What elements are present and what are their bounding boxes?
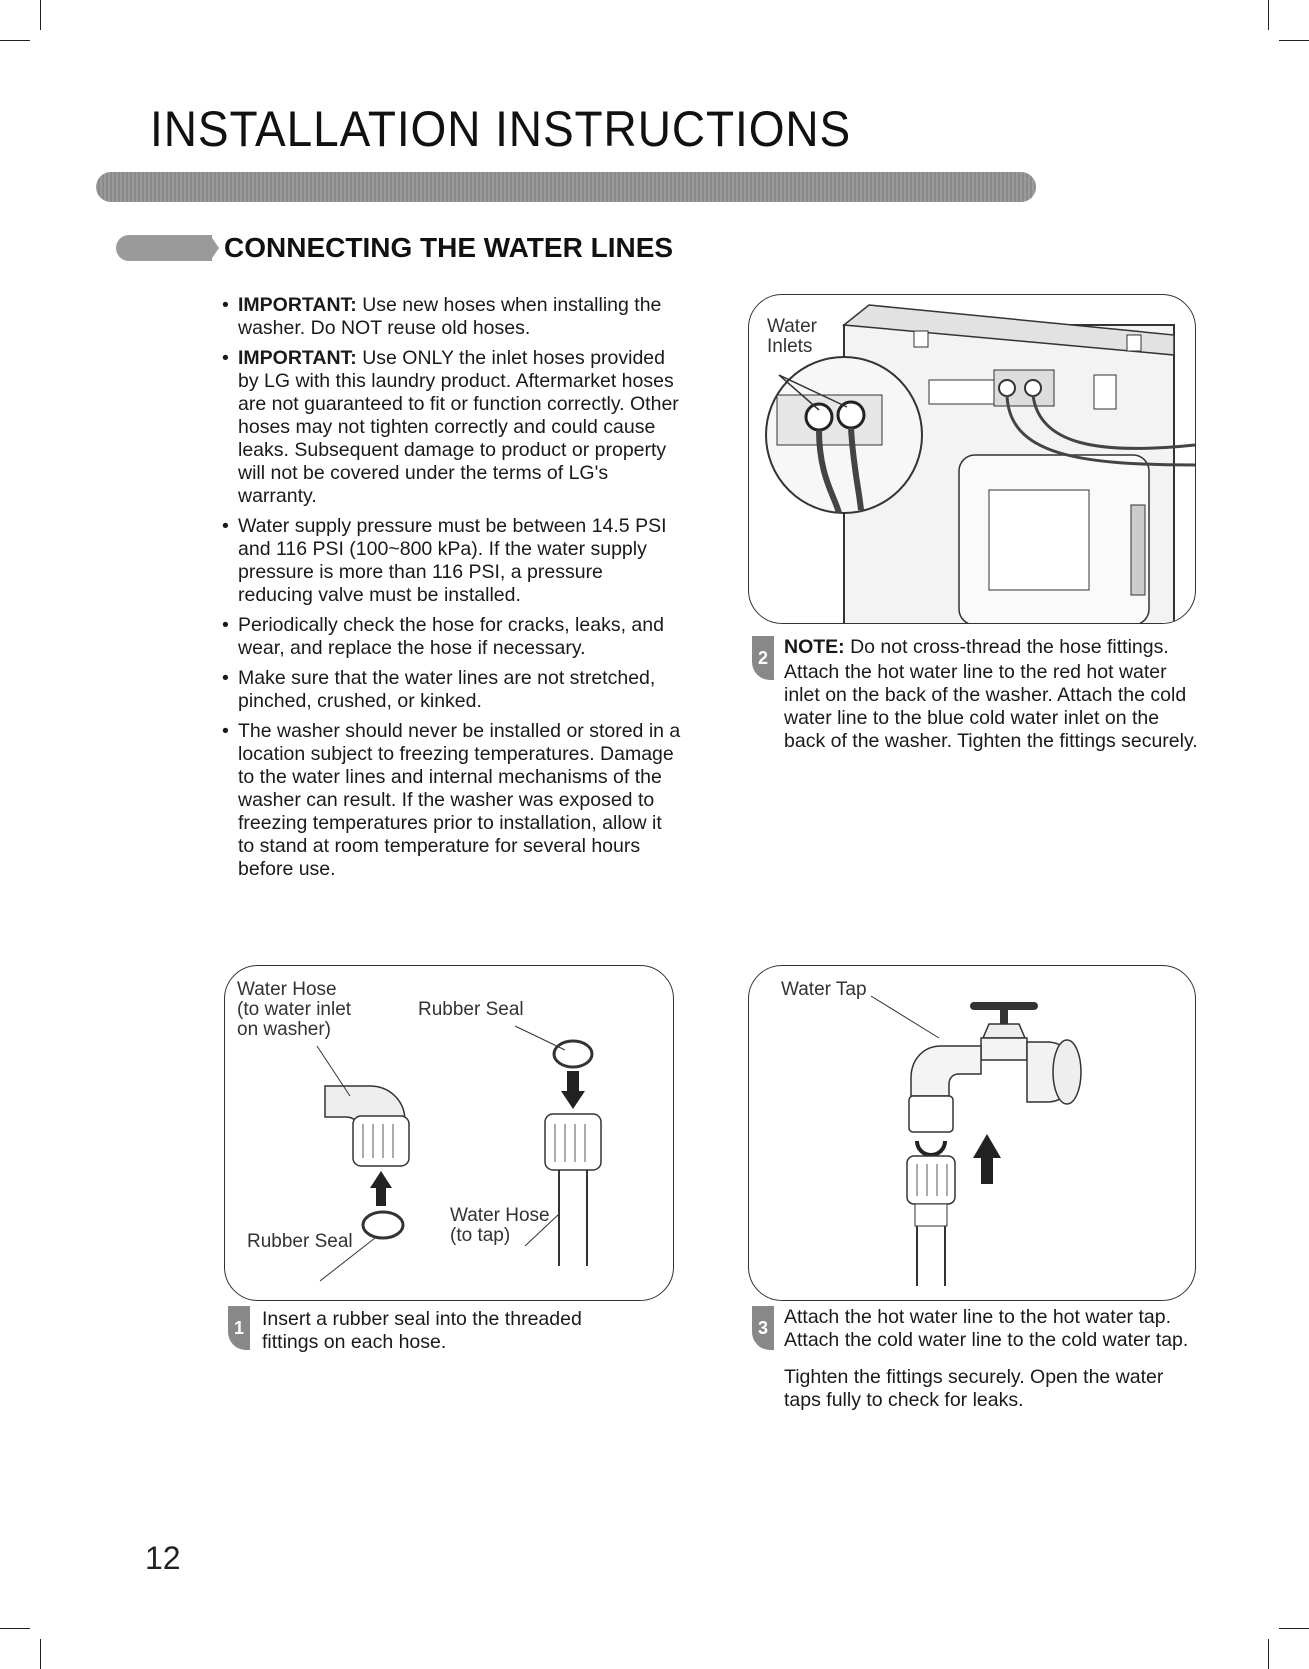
step-3-text bbox=[784, 1306, 1194, 1412]
step-2-body: Attach the hot water line to the red hot water inlet on the back of the washer. Attach the cold water line to the blue cold water inlet on the back of the washer. Tighten the fittings securely. bbox=[784, 661, 1198, 752]
important-label: IMPORTANT: bbox=[238, 347, 357, 369]
list-item-text: Make sure that the water lines are not stretched, pinched, crushed, or kinked. bbox=[238, 667, 656, 712]
page-title: INSTALLATION INSTRUCTIONS bbox=[150, 101, 852, 157]
label-line: Water bbox=[767, 316, 817, 337]
list-item bbox=[222, 515, 682, 607]
label-line: Water Hose bbox=[450, 1205, 550, 1226]
section-marker-tip bbox=[210, 235, 219, 261]
crop-mark bbox=[1279, 1628, 1309, 1629]
list-item-text: Use ONLY the inlet hoses provided by LG with this laundry product. Aftermarket hoses are not guaranteed to fit or function correctly. Other hoses may not tighten correctly and could cause leaks. Subsequent damage to product or property will not be covered under the terms of LG's warranty. bbox=[238, 347, 679, 507]
list-item bbox=[222, 294, 682, 340]
crop-mark bbox=[1268, 1639, 1269, 1669]
step-3-body-2: Tighten the fittings securely. Open the water taps fully to check for leaks. bbox=[784, 1366, 1164, 1411]
label-line: (to tap) bbox=[450, 1225, 511, 1246]
title-underline-bar bbox=[96, 172, 1036, 202]
water-hose-inlet-label bbox=[237, 980, 351, 1040]
section-heading: CONNECTING THE WATER LINES bbox=[224, 232, 674, 263]
label-line: on washer) bbox=[237, 1019, 331, 1040]
list-item-text: Water supply pressure must be between 14.5 PSI and 116 PSI (100~800 kPa). If the water supply pressure is more than 116 PSI, a pressure reducing valve must be installed. bbox=[238, 515, 667, 606]
crop-mark bbox=[40, 0, 41, 30]
section-marker bbox=[116, 235, 212, 261]
label-line: (to water inlet bbox=[237, 999, 352, 1020]
step-number-badge: 3 bbox=[752, 1306, 774, 1350]
water-inlets-figure bbox=[748, 294, 1196, 624]
bullet-dot: • bbox=[222, 515, 229, 537]
list-item bbox=[222, 347, 682, 508]
bullet-dot: • bbox=[222, 294, 229, 316]
step-number-badge: 2 bbox=[752, 636, 774, 680]
label-line: Inlets bbox=[767, 336, 813, 357]
rubber-seal-figure bbox=[224, 965, 674, 1301]
note-label: NOTE: bbox=[784, 636, 845, 658]
bullet-dot: • bbox=[222, 667, 229, 689]
crop-mark bbox=[0, 40, 30, 41]
important-label: IMPORTANT: bbox=[238, 294, 357, 316]
bullet-dot: • bbox=[222, 720, 229, 742]
crop-mark bbox=[0, 1628, 30, 1629]
list-item bbox=[222, 667, 682, 713]
note-text: Do not cross-thread the hose fittings. bbox=[844, 636, 1169, 658]
label-line: Water Hose bbox=[237, 979, 337, 1000]
water-inlets-label bbox=[767, 317, 817, 357]
list-item-text: Periodically check the hose for cracks, leaks, and wear, and replace the hose if necessary. bbox=[238, 614, 664, 659]
rubber-seal-top-label: Rubber Seal bbox=[418, 999, 524, 1020]
crop-mark bbox=[40, 1639, 41, 1669]
page-number: 12 bbox=[145, 1540, 181, 1576]
step-1-text: Insert a rubber seal into the threaded fittings on each hose. bbox=[262, 1308, 582, 1353]
water-tap-illustration bbox=[749, 966, 1195, 1300]
important-notes-list bbox=[222, 294, 682, 888]
bullet-dot: • bbox=[222, 347, 229, 369]
water-tap-figure bbox=[748, 965, 1196, 1301]
water-tap-label: Water Tap bbox=[781, 979, 867, 1000]
step-3-body: Attach the hot water line to the hot water tap. Attach the cold water line to the cold water tap. bbox=[784, 1306, 1189, 1351]
step-2-text bbox=[784, 636, 1204, 753]
rubber-seal-bottom-label: Rubber Seal bbox=[247, 1231, 353, 1252]
crop-mark bbox=[1268, 0, 1269, 30]
list-item-text: The washer should never be installed or stored in a location subject to freezing temperatures. Damage to the water lines and internal mechanisms of the washer can result. If the washer was exposed to freezing temperatures prior to installation, allow it to stand at room temperature for several hours before use. bbox=[238, 720, 681, 880]
list-item bbox=[222, 720, 682, 881]
bullet-dot: • bbox=[222, 614, 229, 636]
crop-mark bbox=[1279, 40, 1309, 41]
step-number-badge: 1 bbox=[228, 1306, 250, 1350]
water-hose-tap-label bbox=[450, 1206, 550, 1246]
note-line bbox=[784, 636, 1204, 659]
list-item-text: Use new hoses when installing the washer. Do NOT reuse old hoses. bbox=[238, 294, 662, 339]
list-item bbox=[222, 614, 682, 660]
